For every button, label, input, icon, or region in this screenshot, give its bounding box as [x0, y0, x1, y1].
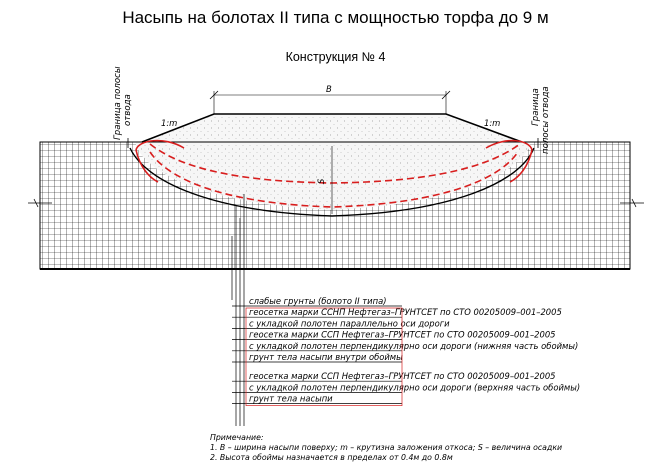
settlement-label: S	[316, 178, 326, 184]
boundary-right-line1: Граница	[531, 88, 541, 126]
boundary-right-line2: полосы отвода	[541, 86, 551, 154]
legend-row-text: с укладкой полотен перпендикулярно оси дороги (верхняя часть обоймы)	[249, 382, 581, 393]
legend-row-text: геосетка марки ССП Нефтегаз–ГРУНТСЕТ по СТО 00205009–001–2005	[249, 329, 556, 340]
slope-label-left: 1:m	[161, 118, 178, 128]
construction-number: Конструкция № 4	[285, 50, 386, 64]
legend-row-text: с укладкой полотен параллельно оси дороги	[249, 318, 450, 329]
legend-row-text: геосетка марки ССНП Нефтегаз–ГРУНТСЕТ по СТО 00205009–001–2005	[249, 307, 562, 318]
legend-row-text: слабые грунты (болото II типа)	[249, 296, 387, 306]
notes	[210, 433, 562, 464]
slope-label-right: 1:m	[484, 118, 501, 128]
notes-heading: Примечание:	[210, 433, 264, 442]
page-title: Насыпь на болотах II типа с мощностью торфа до 9 м	[122, 8, 549, 27]
legend-row-text: с укладкой полотен перпендикулярно оси дороги (нижняя часть обоймы)	[249, 340, 579, 351]
legend-row-text: геосетка марки ССП Нефтегаз–ГРУНТСЕТ по СТО 00205009–001–2005	[249, 371, 556, 382]
note-item: 2. Высота обоймы назначается в пределах от 0.4м до 0.8м	[210, 453, 453, 463]
width-label: B	[326, 84, 332, 94]
width-dimension	[210, 91, 450, 114]
legend-row-text: грунт тела насыпи	[249, 393, 333, 404]
note-item: 1. B – ширина насыпи поверху; m – крутизна заложения откоса; S – величина осадки	[210, 443, 563, 453]
boundary-left-line1: Граница полосы	[113, 66, 123, 140]
legend-row-text: грунт тела насыпи внутри обоймы	[249, 352, 403, 362]
svg-text:Граница полосы отвода	[113, 64, 133, 140]
boundary-left-line2: отвода	[123, 94, 133, 126]
legend-table	[232, 296, 580, 406]
boundary-left	[113, 64, 133, 148]
